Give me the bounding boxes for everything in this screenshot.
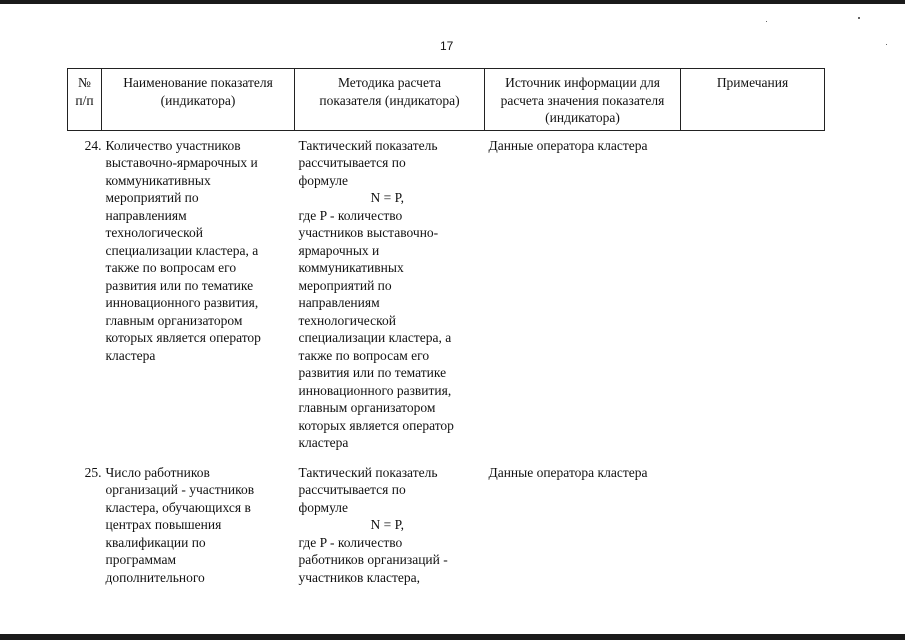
- text-line: Наименование показателя: [123, 75, 273, 90]
- text-line: формуле: [298, 172, 348, 188]
- text-line: которых является оператор: [298, 417, 454, 433]
- text-line: главным организатором: [298, 400, 436, 415]
- text-line: мероприятий по: [105, 190, 199, 205]
- header-method: [295, 69, 485, 131]
- text-line: инновационного развития,: [105, 295, 259, 310]
- text-line: также по вопросам его: [298, 347, 430, 363]
- notes: [681, 130, 825, 458]
- information-source: Данные оператора кластера: [488, 137, 648, 153]
- text-line: расчета значения показателя: [500, 92, 665, 108]
- calculation-method: [295, 130, 485, 458]
- scan-speck: [766, 21, 767, 22]
- text-line: кластера, обучающихся в: [105, 499, 251, 515]
- table-row: [68, 458, 825, 587]
- text-line: коммуникативных: [105, 172, 211, 188]
- text-line: рассчитывается по: [298, 482, 406, 497]
- text-line: развития или по тематике: [105, 277, 254, 293]
- method-intro: [299, 137, 481, 190]
- text-line: (индикатора): [160, 92, 236, 108]
- text-line: участников кластера,: [298, 569, 421, 585]
- text-line: Источник информации для: [505, 75, 660, 90]
- text-line: также по вопросам его: [105, 260, 237, 275]
- text-line: центрах повышения: [105, 517, 222, 532]
- scan-top-edge: [0, 0, 905, 4]
- text-line: показателя (индикатора): [319, 92, 460, 108]
- page-number: 17: [440, 39, 454, 53]
- text-line: работников организаций -: [298, 552, 448, 567]
- text-line: кластера: [298, 435, 349, 450]
- row-number: 24.: [84, 137, 102, 153]
- scan-speck: [886, 44, 887, 45]
- text-line: формуле: [298, 499, 348, 515]
- text-line: технологической: [298, 312, 396, 328]
- text-line: направлениям: [105, 207, 187, 223]
- text-line: мероприятий по: [298, 277, 392, 293]
- indicator-name: [102, 458, 295, 587]
- text-line: кластера: [105, 347, 156, 363]
- text-line: Количество участников: [105, 137, 241, 153]
- method-explanation: [299, 207, 481, 452]
- text-line: инновационного развития,: [298, 382, 452, 398]
- text-line: Тактический показатель: [298, 137, 438, 153]
- text-line: квалификации по: [105, 534, 206, 550]
- text-line: Число работников: [105, 464, 210, 480]
- method-intro: [299, 464, 481, 517]
- text-line: где P - количество: [298, 534, 403, 550]
- text-line: коммуникативных: [298, 260, 404, 275]
- text-line: где P - количество: [298, 207, 403, 223]
- text-line: программам: [105, 552, 177, 567]
- text-line: направлениям: [298, 295, 380, 310]
- text-line: главным организатором: [105, 312, 243, 328]
- table-row: [68, 130, 825, 458]
- text-line: специализации кластера, а: [105, 242, 259, 258]
- header-num: [68, 69, 102, 131]
- header-name: [102, 69, 295, 131]
- table-header-row: [68, 69, 825, 131]
- header-notes: [681, 69, 825, 131]
- formula: N = P,: [370, 517, 404, 532]
- text-line: технологической: [105, 225, 203, 240]
- text-line: дополнительного: [105, 569, 205, 585]
- text-line: рассчитывается по: [298, 155, 406, 170]
- calculation-method: [295, 458, 485, 587]
- text-line: Тактический показатель: [298, 464, 438, 480]
- text-line: организаций - участников: [105, 482, 255, 497]
- scan-speck: [858, 17, 860, 19]
- notes: [681, 458, 825, 587]
- information-source: Данные оператора кластера: [488, 464, 648, 480]
- text-line: выставочно-ярмарочных и: [105, 155, 258, 170]
- indicator-name: [102, 130, 295, 458]
- text-line: участников выставочно-: [298, 225, 439, 240]
- text-line: ярмарочных и: [298, 242, 380, 258]
- text-line: (индикатора): [545, 110, 620, 125]
- text-line: Примечания: [716, 75, 789, 90]
- text-line: специализации кластера, а: [298, 330, 452, 345]
- row-number: 25.: [84, 464, 102, 480]
- text-line: развития или по тематике: [298, 365, 447, 380]
- text-line: №: [78, 75, 91, 90]
- indicators-table: [67, 68, 825, 586]
- formula: N = P,: [370, 190, 404, 205]
- scan-bottom-edge: [0, 634, 905, 640]
- method-explanation: [299, 534, 481, 587]
- header-source: [485, 69, 681, 131]
- text-line: Методика расчета: [337, 75, 442, 90]
- text-line: которых является оператор: [105, 330, 261, 345]
- text-line: п/п: [75, 92, 94, 108]
